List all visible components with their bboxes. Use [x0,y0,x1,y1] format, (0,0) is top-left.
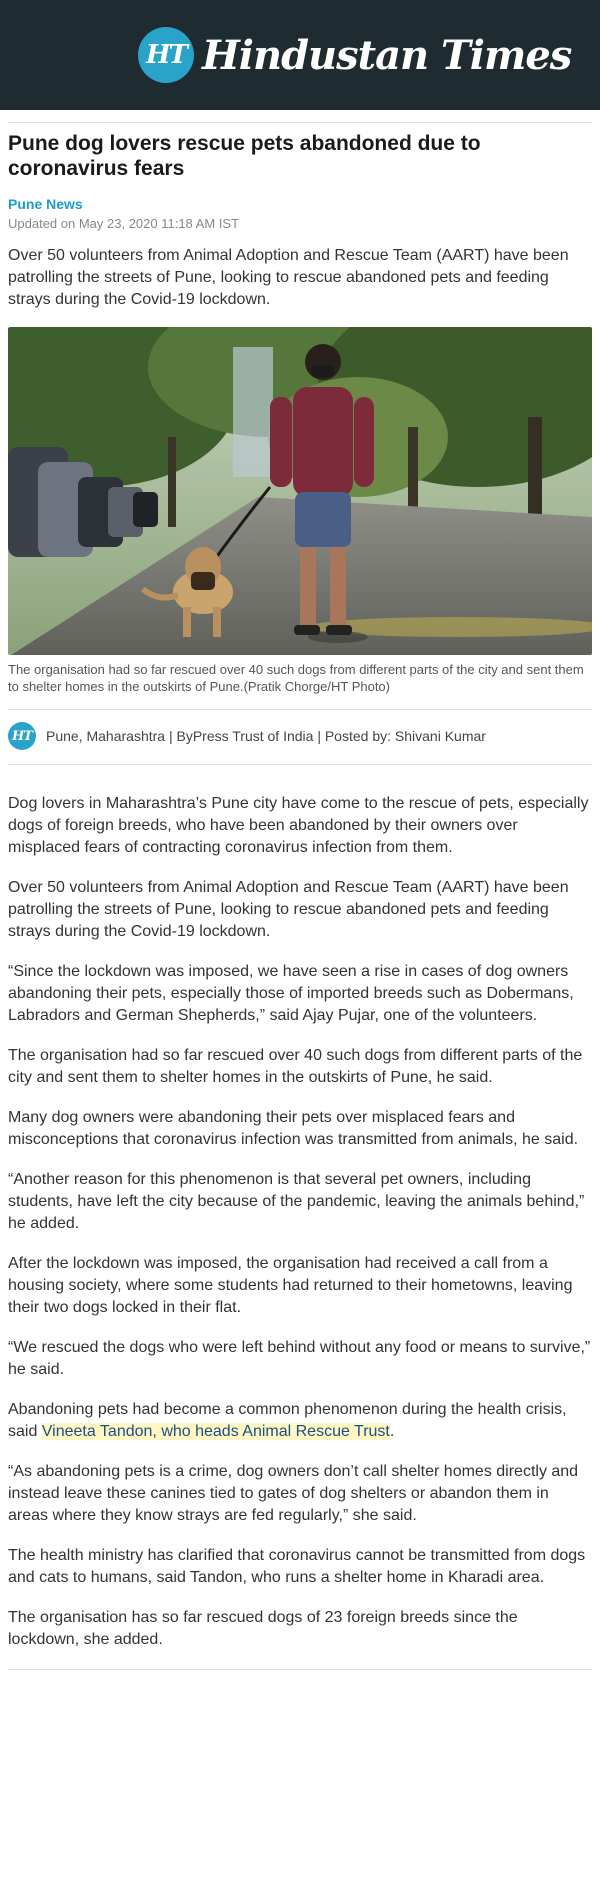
updated-timestamp: Updated on May 23, 2020 11:18 AM IST [8,216,240,231]
article-paragraph: After the lockdown was imposed, the organisation had received a call from a housing society, where some students had returned to their hometowns, leaving their two dogs locked in their flat. [8,1255,573,1316]
byline [8,722,592,750]
article-paragraph: “As abandoning pets is a crime, dog owners don’t call shelter homes directly and instead leave these canines tied to gates of dog shelters or abandon them in areas where they know strays are fed regularly,” she said. [8,1463,579,1524]
article-body [8,793,592,1651]
article-paragraph: “We rescued the dogs who were left behind without any food or means to survive,” he said. [8,1339,591,1378]
site-header [0,0,600,110]
article-paragraph: The organisation had so far rescued over 40 such dogs from different parts of the city and sent them to shelter homes in the outskirts of Pune, he said. [8,1047,583,1086]
byline-text: Pune, Maharashtra | ByPress Trust of India | Posted by: Shivani Kumar [46,728,486,744]
ht-logo-icon: HT [8,722,36,750]
ht-logo-icon: HT [138,27,194,83]
divider [8,709,592,710]
article [0,131,600,1670]
site-logo-text: Hindustan Times [202,31,572,79]
article-summary: Over 50 volunteers from Animal Adoption and Rescue Team (AART) have been patrolling the streets of Pune, looking to rescue abandoned pets and feeding strays during the Covid-19 lockdown. [8,247,569,308]
article-title: Pune dog lovers rescue pets abandoned due to coronavirus fears [8,132,481,180]
article-paragraph: “Another reason for this phenomenon is that several pet owners, including students, have left the city because of the pandemic, leaving the animals behind,” he added. [8,1171,585,1232]
article-paragraph: The health ministry has clarified that coronavirus cannot be transmitted from dogs and cats to humans, said Tandon, who runs a shelter home in Kharadi area. [8,1547,586,1586]
article-paragraph: The organisation has so far rescued dogs of 23 foreign breeds since the lockdown, she added. [8,1609,518,1648]
site-logo[interactable] [138,27,571,83]
paragraph-text: Abandoning pets had become a common phenomenon during the health crisis, said [8,1401,567,1440]
divider [8,122,592,123]
paragraph-text: . [389,1423,395,1440]
photo-illustration [8,327,592,655]
divider [8,1669,592,1670]
article-paragraph: Many dog owners were abandoning their pets over misplaced fears and misconceptions that coronavirus infection was transmitted from animals, he said. [8,1109,579,1148]
photo-caption: The organisation had so far rescued over 40 such dogs from different parts of the city and sent them to shelter homes in the outskirts of Pune.(Pratik Chorge/HT Photo) [8,662,584,694]
article-photo [8,327,592,655]
article-paragraph: Over 50 volunteers from Animal Adoption and Rescue Team (AART) have been patrolling the streets of Pune, looking to rescue abandoned pets and feeding strays during the Covid-19 lockdown. [8,879,569,940]
divider [8,764,592,765]
article-paragraph [8,1399,592,1443]
article-paragraph: “Since the lockdown was imposed, we have seen a rise in cases of dog owners abandoning their pets, especially those of imported breeds such as Dobermans, Labradors and German Shepherds,” said Ajay Pujar, one of the volunteers. [8,963,574,1024]
section-link[interactable]: Pune News [8,196,83,212]
article-paragraph: Dog lovers in Maharashtra’s Pune city have come to the rescue of pets, especially dogs of foreign breeds, who have been abandoned by their owners over misplaced fears of contracting coronavirus infection from them. [8,795,589,856]
highlighted-quote[interactable]: Vineeta Tandon, who heads Animal Rescue Trust [41,1423,390,1440]
